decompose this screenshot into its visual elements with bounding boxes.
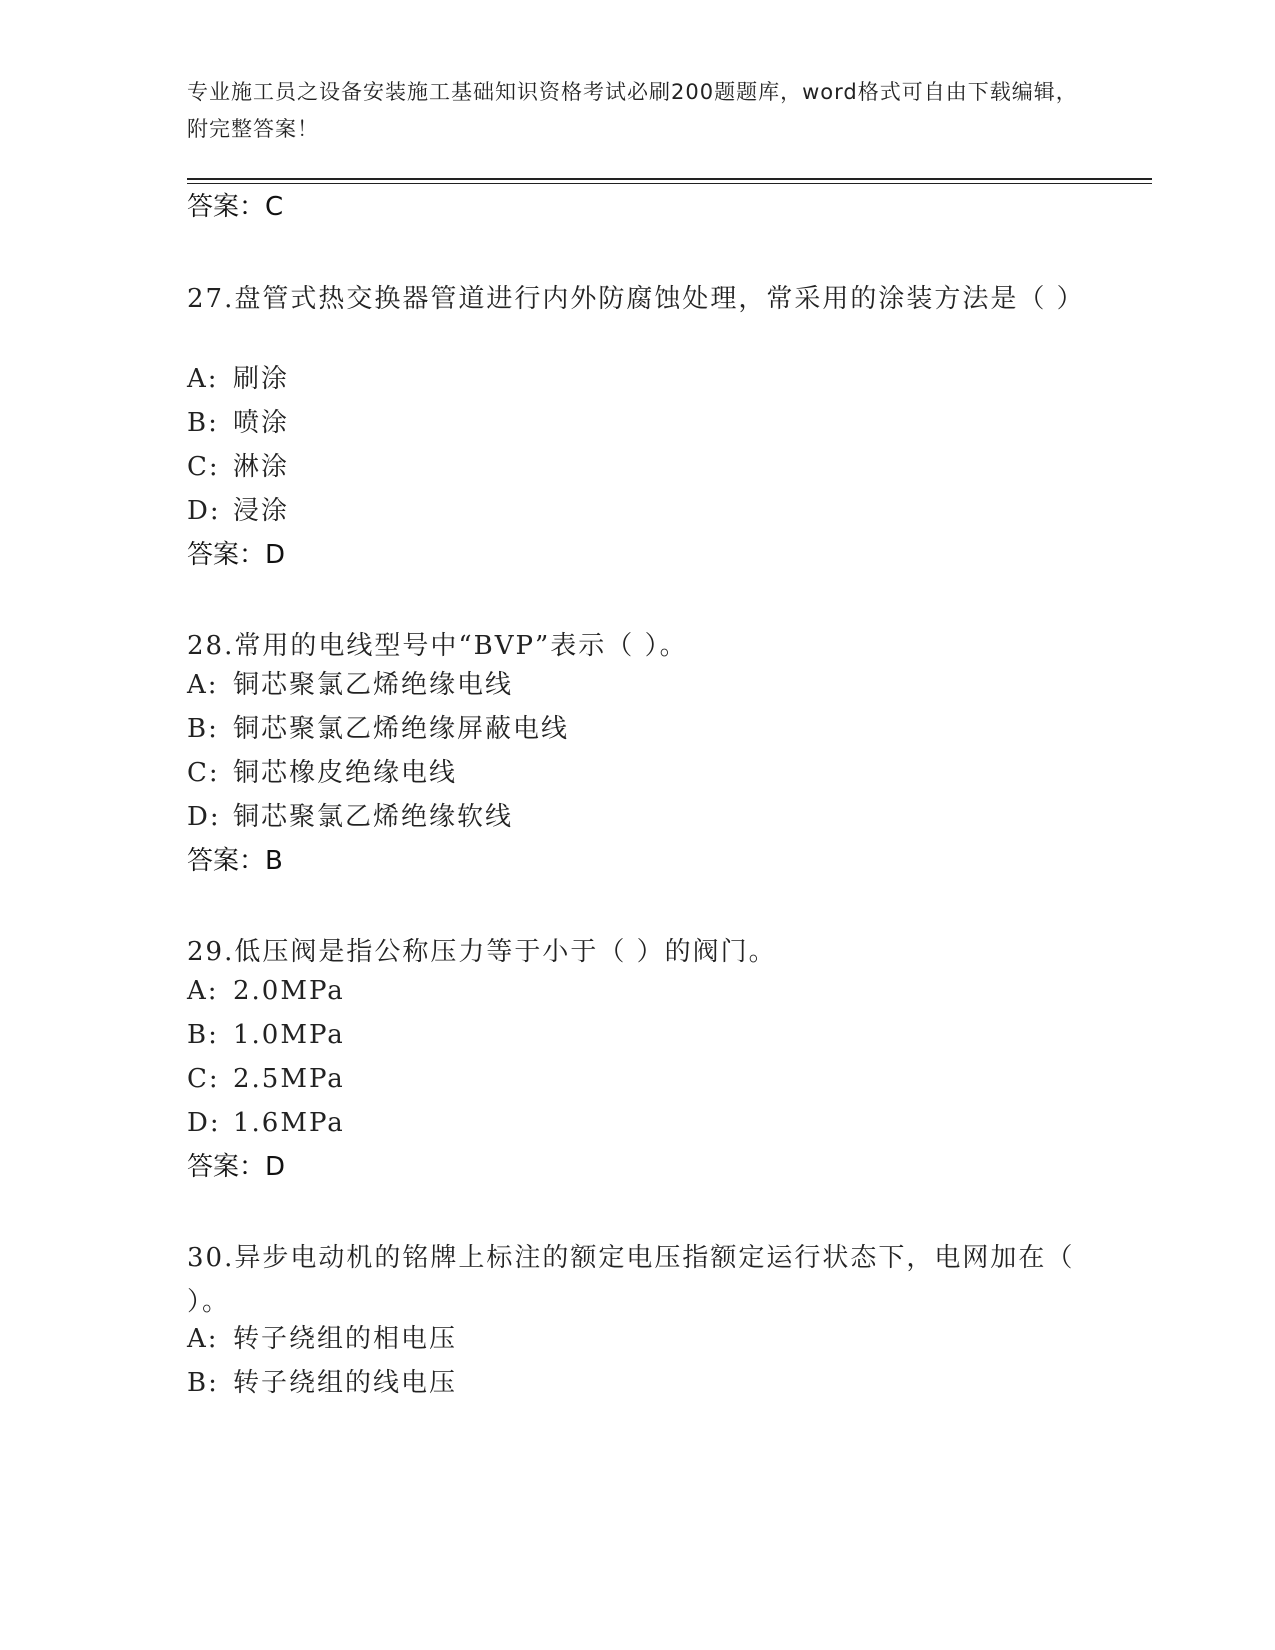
option-label: D: — [187, 802, 221, 832]
question-28-stem: 28.常用的电线型号中“BVP”表示（ ）。 — [187, 631, 688, 661]
option-label: A: — [187, 976, 219, 1006]
question-29-option-b — [187, 1018, 345, 1052]
option-label: A: — [187, 364, 219, 394]
question-27-answer: 答案：D — [187, 540, 286, 570]
question-30-stem: 30.异步电动机的铭牌上标注的额定电压指额定运行状态下，电网加在（ ）。 — [187, 1243, 1075, 1317]
option-text: 铜芯聚氯乙烯绝缘软线 — [233, 802, 514, 832]
header-rule-thin — [187, 183, 1152, 184]
option-text: 转子绕组的相电压 — [233, 1324, 458, 1354]
option-text: 铜芯橡皮绝缘电线 — [233, 758, 458, 788]
question-29-option-a — [187, 974, 345, 1008]
option-text: 转子绕组的线电压 — [233, 1368, 458, 1398]
question-29-answer: 答案：D — [187, 1152, 286, 1182]
question-28-option-c — [187, 756, 457, 790]
header-rule-thick — [187, 178, 1152, 180]
question-27-option-a — [187, 362, 289, 396]
option-label: C: — [187, 452, 220, 482]
option-label: B: — [187, 1020, 219, 1050]
question-28-option-b — [187, 712, 569, 746]
option-text: 2.5MPa — [233, 1064, 345, 1094]
question-28-option-a — [187, 668, 513, 702]
option-text: 铜芯聚氯乙烯绝缘屏蔽电线 — [233, 714, 570, 744]
option-text: 2.0MPa — [233, 976, 345, 1006]
question-27-option-d — [187, 494, 289, 528]
question-29-option-c — [187, 1062, 345, 1096]
question-27-stem: 27.盘管式热交换器管道进行内外防腐蚀处理，常采用的涂装方法是（ ） — [187, 284, 1085, 314]
option-text: 浸涂 — [233, 496, 290, 526]
option-text: 1.6MPa — [233, 1108, 345, 1138]
option-label: B: — [187, 408, 219, 438]
option-text: 刷涂 — [233, 364, 290, 394]
question-28-option-d — [187, 800, 513, 834]
question-29-stem: 29.低压阀是指公称压力等于小于（ ）的阀门。 — [187, 937, 777, 967]
option-text: 1.0MPa — [233, 1020, 345, 1050]
option-label: C: — [187, 758, 220, 788]
option-label: B: — [187, 1368, 219, 1398]
option-text: 喷涂 — [233, 408, 290, 438]
option-label: D: — [187, 1108, 221, 1138]
document-header: 专业施工员之设备安装施工基础知识资格考试必刷200题题库，word格式可自由下载编辑，附完整答案！ — [187, 80, 1078, 141]
option-label: C: — [187, 1064, 220, 1094]
option-label: A: — [187, 1324, 219, 1354]
question-28-answer: 答案：B — [187, 846, 283, 876]
option-label: A: — [187, 670, 219, 700]
answer-previous: 答案：C — [187, 192, 284, 222]
option-text: 铜芯聚氯乙烯绝缘电线 — [233, 670, 514, 700]
question-29-option-d — [187, 1106, 345, 1140]
question-30-option-b — [187, 1366, 457, 1400]
option-text: 淋涂 — [233, 452, 290, 482]
option-label: D: — [187, 496, 221, 526]
question-30-option-a — [187, 1322, 457, 1356]
option-label: B: — [187, 714, 219, 744]
question-27-option-b — [187, 406, 289, 440]
question-27-option-c — [187, 450, 289, 484]
